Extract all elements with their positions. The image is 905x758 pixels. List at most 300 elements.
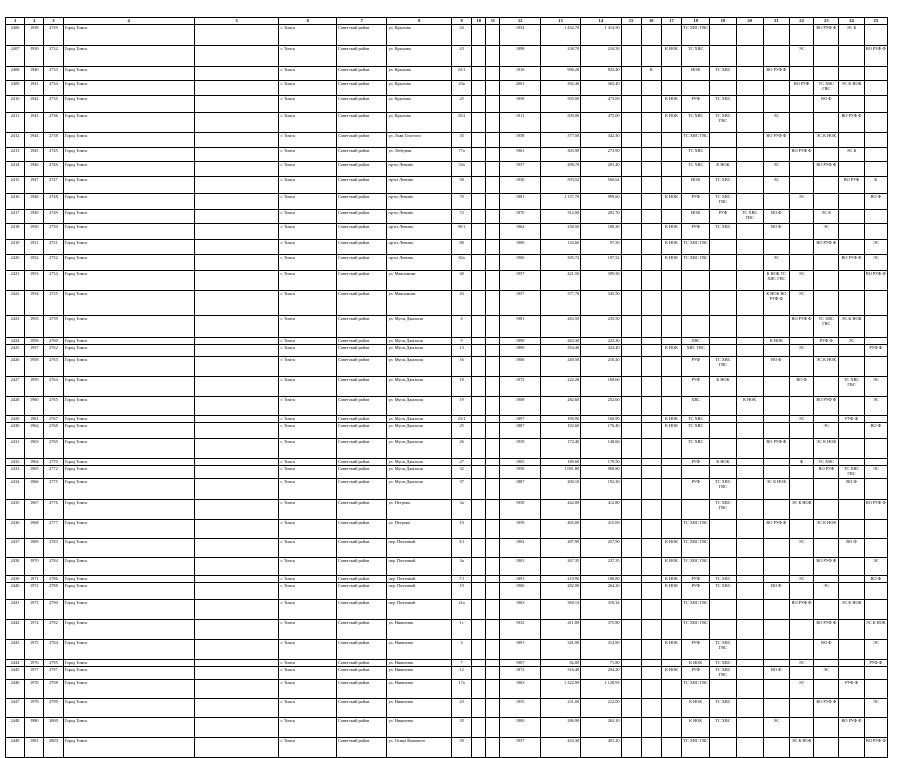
cell-living-area: 210,50: [581, 46, 621, 67]
cell-col-16: [641, 81, 661, 96]
cell-living-area: 179,50: [581, 459, 621, 466]
cell-works-col-19: [710, 439, 736, 459]
cell-col-16: [641, 96, 661, 113]
cell-works-col-17: [661, 520, 681, 539]
cell-house-number: 82а: [452, 255, 472, 271]
cell-municipality: Город Томск: [63, 67, 194, 81]
cell-works-col-21: [763, 316, 789, 338]
cell-works-col-21: К НОК ТС ХВС ГВС: [763, 271, 789, 291]
cell-works-col-20: [736, 255, 763, 271]
cell-municipality: Город Томск: [63, 520, 194, 539]
cell-works-col-18: ХВС: [682, 397, 710, 416]
cell-col-11: [486, 539, 500, 558]
cell-works-col-18: [682, 81, 710, 96]
cell-row-number: 2435: [6, 500, 25, 520]
cell-works-col-20: [736, 316, 763, 338]
cell-col-11: [486, 162, 500, 177]
cell-locality: г. Томск: [279, 113, 337, 133]
cell-col-16: [641, 377, 661, 397]
cell-col-10: [472, 738, 486, 758]
cell-house-number: 40: [452, 271, 472, 291]
cell-col-16: [641, 224, 661, 240]
cell-works-col-24: [839, 738, 864, 758]
cell-row-number: 2413: [6, 148, 25, 162]
cell-record-number: 1956: [25, 338, 44, 345]
cell-municipality: Город Томск: [63, 466, 194, 479]
cell-street: ул. Петрова: [387, 520, 452, 539]
cell-works-col-19: [710, 316, 736, 338]
cell-col-15: [621, 479, 641, 500]
cell-total-area: 312,00: [540, 210, 580, 224]
cell-works-col-21: ЭС: [763, 718, 789, 738]
cell-works-col-24: [839, 133, 864, 148]
table-row: [6, 177, 888, 194]
cell-col-15: [621, 738, 641, 758]
cell-works-col-18: ТС ХВС ГВС: [682, 620, 710, 640]
cell-col-16: [641, 357, 661, 377]
cell-row-number: 2417: [6, 210, 25, 224]
cell-col-10: [472, 699, 486, 718]
cell-works-col-25: [864, 520, 887, 539]
cell-living-area: 252,60: [581, 397, 621, 416]
cell-col-16: [641, 660, 661, 667]
cell-works-col-19: [710, 133, 736, 148]
cell-col-11: [486, 357, 500, 377]
cell-col-10: [472, 113, 486, 133]
cell-living-area: 235,50: [581, 316, 621, 338]
cell-col-10: [472, 416, 486, 423]
cell-municipality: Город Томск: [63, 667, 194, 680]
cell-house-number: 23: [452, 699, 472, 718]
column-number: 19: [710, 18, 736, 25]
cell-house-number: 90/1: [452, 224, 472, 240]
cell-works-col-23: ЭС К НОК: [814, 133, 839, 148]
column-number: 16: [641, 18, 661, 25]
cell-col-15: [621, 539, 641, 558]
cell-object-id: 2783: [44, 539, 63, 558]
cell-total-area: 286,90: [540, 718, 580, 738]
cell-works-col-19: [710, 520, 736, 539]
cell-house-number: 6: [452, 316, 472, 338]
cell-total-area: 906,20: [540, 67, 580, 81]
cell-build-year: 1905: [500, 459, 540, 466]
cell-works-col-20: [736, 357, 763, 377]
cell-col-15: [621, 81, 641, 96]
column-number: 9: [452, 18, 472, 25]
cell-house-number: 7: [452, 660, 472, 667]
cell-works-col-21: [763, 423, 789, 439]
cell-locality: г. Томск: [279, 67, 337, 81]
cell-works-col-23: ВО Ф: [814, 96, 839, 113]
cell-works-col-21: [763, 416, 789, 423]
cell-col-10: [472, 583, 486, 600]
cell-locality: г. Томск: [279, 194, 337, 210]
cell-works-col-24: [839, 699, 864, 718]
cell-total-area: 263,30: [540, 338, 580, 345]
cell-works-col-24: [839, 96, 864, 113]
cell-record-number: 1961: [25, 416, 44, 423]
cell-municipality: Город Томск: [63, 500, 194, 520]
cell-living-area: 415,00: [581, 520, 621, 539]
cell-col-10: [472, 133, 486, 148]
cell-col-16: [641, 699, 661, 718]
cell-col-10: [472, 291, 486, 316]
cell-works-col-17: [661, 177, 681, 194]
cell-col-11: [486, 397, 500, 416]
cell-object-id: 2749: [44, 210, 63, 224]
cell-house-number: 25: [452, 423, 472, 439]
cell-house-number: 3/1: [452, 539, 472, 558]
cell-works-col-20: [736, 539, 763, 558]
cell-settlement-detail: [194, 148, 279, 162]
cell-works-col-24: ТС ХВС ГВС: [839, 377, 864, 397]
cell-works-col-17: [661, 338, 681, 345]
cell-works-col-17: [661, 133, 681, 148]
table-row: [6, 397, 888, 416]
cell-house-number: 23/1: [452, 67, 472, 81]
cell-locality: г. Томск: [279, 148, 337, 162]
cell-col-15: [621, 439, 641, 459]
cell-works-col-23: ТС ХВС ГВС: [814, 81, 839, 96]
cell-row-number: 2423: [6, 316, 25, 338]
cell-street: ул. Никитина: [387, 699, 452, 718]
cell-street: ул. Крылова: [387, 25, 452, 46]
cell-col-10: [472, 271, 486, 291]
cell-locality: г. Томск: [279, 377, 337, 397]
cell-district: Советский район: [336, 81, 386, 96]
cell-col-16: [641, 520, 661, 539]
cell-district: Советский район: [336, 576, 386, 583]
cell-locality: г. Томск: [279, 240, 337, 255]
cell-works-col-20: ТС ХВС ГВС: [736, 210, 763, 224]
cell-street: пр-кт Ленина: [387, 240, 452, 255]
cell-municipality: Город Томск: [63, 162, 194, 177]
cell-house-number: 3а: [452, 558, 472, 576]
cell-locality: г. Томск: [279, 667, 337, 680]
cell-works-col-23: ЭС: [814, 667, 839, 680]
cell-works-col-18: К НОК: [682, 718, 710, 738]
cell-works-col-20: [736, 718, 763, 738]
cell-record-number: 1978: [25, 680, 44, 699]
cell-col-11: [486, 439, 500, 459]
cell-works-col-17: [661, 738, 681, 758]
cell-build-year: 1957: [500, 738, 540, 758]
cell-works-col-23: ЭС К: [814, 210, 839, 224]
cell-works-col-22: ЭС: [789, 345, 813, 357]
table-row: [6, 46, 888, 67]
cell-works-col-20: [736, 667, 763, 680]
cell-total-area: 392,40: [540, 81, 580, 96]
cell-works-col-23: ВО РУФ Ф: [814, 240, 839, 255]
cell-works-col-22: [789, 718, 813, 738]
cell-works-col-20: [736, 520, 763, 539]
cell-col-10: [472, 660, 486, 667]
cell-works-col-21: [763, 240, 789, 255]
cell-settlement-detail: [194, 377, 279, 397]
cell-street: ул. Крылова: [387, 81, 452, 96]
cell-works-col-24: [839, 291, 864, 316]
cell-works-col-25: [864, 162, 887, 177]
cell-col-15: [621, 240, 641, 255]
cell-works-col-20: [736, 466, 763, 479]
cell-col-11: [486, 660, 500, 667]
cell-works-col-24: ЭС К НОК: [839, 81, 864, 96]
cell-object-id: 2798: [44, 680, 63, 699]
cell-record-number: 1976: [25, 660, 44, 667]
table-row: [6, 255, 888, 271]
cell-works-col-23: ЭС: [814, 583, 839, 600]
cell-house-number: 77а: [452, 148, 472, 162]
cell-total-area: 190,90: [540, 416, 580, 423]
cell-row-number: 2438: [6, 558, 25, 576]
cell-house-number: 27: [452, 459, 472, 466]
cell-works-col-18: РУФ: [682, 224, 710, 240]
cell-row-number: 2429: [6, 416, 25, 423]
cell-build-year: 1902: [500, 539, 540, 558]
cell-record-number: 1947: [25, 177, 44, 194]
cell-works-col-23: [814, 479, 839, 500]
cell-works-col-24: [839, 397, 864, 416]
cell-municipality: Город Томск: [63, 46, 194, 67]
cell-works-col-25: [864, 338, 887, 345]
cell-district: Советский район: [336, 224, 386, 240]
cell-settlement-detail: [194, 397, 279, 416]
cell-col-10: [472, 397, 486, 416]
cell-row-number: 2424: [6, 338, 25, 345]
cell-col-16: [641, 667, 661, 680]
cell-works-col-22: [789, 640, 813, 660]
cell-works-col-17: [661, 357, 681, 377]
cell-works-col-17: [661, 67, 681, 81]
cell-street: ул. Никитина: [387, 718, 452, 738]
cell-house-number: 26: [452, 439, 472, 459]
cell-works-col-23: [814, 539, 839, 558]
cell-works-col-18: ТС ХВС ГВС: [682, 738, 710, 758]
cell-total-area: 442,80: [540, 500, 580, 520]
cell-works-col-21: [763, 377, 789, 397]
cell-works-col-25: [864, 718, 887, 738]
cell-works-col-19: [710, 738, 736, 758]
cell-living-area: 192,30: [581, 479, 621, 500]
cell-col-11: [486, 416, 500, 423]
cell-works-col-23: [814, 600, 839, 620]
cell-build-year: 1930: [500, 177, 540, 194]
cell-col-16: [641, 291, 661, 316]
cell-works-col-21: [763, 148, 789, 162]
cell-works-col-25: [864, 25, 887, 46]
column-number: 4: [63, 18, 194, 25]
cell-col-15: [621, 162, 641, 177]
cell-col-10: [472, 240, 486, 255]
table-row: [6, 148, 888, 162]
cell-object-id: 2799: [44, 699, 63, 718]
cell-col-11: [486, 640, 500, 660]
cell-locality: г. Томск: [279, 576, 337, 583]
cell-works-col-21: [763, 459, 789, 466]
cell-municipality: Город Томск: [63, 271, 194, 291]
cell-works-col-22: [789, 177, 813, 194]
cell-works-col-19: [710, 558, 736, 576]
cell-municipality: Город Томск: [63, 148, 194, 162]
cell-works-col-25: ВО Ф: [864, 423, 887, 439]
cell-build-year: 1890: [500, 345, 540, 357]
cell-settlement-detail: [194, 718, 279, 738]
cell-street: ул. Мусы Джалиля: [387, 316, 452, 338]
cell-works-col-19: [710, 148, 736, 162]
cell-municipality: Город Томск: [63, 113, 194, 133]
cell-works-col-20: [736, 558, 763, 576]
cell-col-10: [472, 25, 486, 46]
cell-works-col-17: К НОК: [661, 46, 681, 67]
cell-row-number: 2427: [6, 377, 25, 397]
cell-works-col-24: [839, 500, 864, 520]
column-number: 21: [763, 18, 789, 25]
column-number: 5: [194, 18, 279, 25]
cell-build-year: 1907: [500, 660, 540, 667]
cell-col-16: [641, 459, 661, 466]
cell-works-col-23: ВО РУФ: [814, 466, 839, 479]
cell-settlement-detail: [194, 416, 279, 423]
cell-works-col-18: РУФ: [682, 459, 710, 466]
cell-col-11: [486, 291, 500, 316]
cell-works-col-19: ТС ХВС ГВС: [710, 194, 736, 210]
cell-works-col-25: К: [864, 177, 887, 194]
cell-works-col-19: ТС ХВС: [710, 67, 736, 81]
cell-works-col-23: ВО Ф: [814, 640, 839, 660]
cell-works-col-21: [763, 345, 789, 357]
cell-works-col-18: ТС ХВС ГВС: [682, 520, 710, 539]
cell-total-area: 189,60: [540, 459, 580, 466]
table-row: [6, 162, 888, 177]
cell-works-col-24: [839, 576, 864, 583]
cell-works-col-22: ЭС: [789, 576, 813, 583]
cell-district: Советский район: [336, 520, 386, 539]
cell-works-col-19: ТС ХВС: [710, 224, 736, 240]
cell-street: ул. Никитина: [387, 660, 452, 667]
cell-street: пер. Почтовый: [387, 600, 452, 620]
cell-col-16: [641, 162, 661, 177]
cell-col-10: [472, 576, 486, 583]
cell-object-id: 2746: [44, 162, 63, 177]
cell-works-col-18: К НОК: [682, 660, 710, 667]
cell-record-number: 1970: [25, 558, 44, 576]
cell-col-16: [641, 345, 661, 357]
cell-settlement-detail: [194, 439, 279, 459]
cell-works-col-22: [789, 466, 813, 479]
cell-col-10: [472, 539, 486, 558]
cell-works-col-25: ВО РУФ Ф: [864, 46, 887, 67]
cell-build-year: 1939: [500, 439, 540, 459]
cell-living-area: 362,40: [581, 81, 621, 96]
cell-district: Советский район: [336, 583, 386, 600]
cell-settlement-detail: [194, 162, 279, 177]
cell-works-col-25: [864, 316, 887, 338]
cell-settlement-detail: [194, 576, 279, 583]
cell-build-year: 1898: [500, 46, 540, 67]
table-row: [6, 479, 888, 500]
cell-works-col-17: К НОК: [661, 240, 681, 255]
table-row: [6, 224, 888, 240]
cell-col-10: [472, 500, 486, 520]
cell-col-10: [472, 345, 486, 357]
cell-district: Советский район: [336, 600, 386, 620]
cell-settlement-detail: [194, 271, 279, 291]
column-number: 2: [25, 18, 44, 25]
cell-works-col-20: [736, 416, 763, 423]
cell-settlement-detail: [194, 224, 279, 240]
cell-works-col-20: [736, 271, 763, 291]
cell-works-col-19: [710, 397, 736, 416]
cell-street: ул. Мусы Джалиля: [387, 345, 452, 357]
cell-works-col-17: К НОК: [661, 640, 681, 660]
cell-works-col-21: [763, 81, 789, 96]
cell-works-col-23: [814, 291, 839, 316]
cell-col-15: [621, 96, 641, 113]
cell-col-15: [621, 148, 641, 162]
cell-row-number: 2419: [6, 240, 25, 255]
table-row: [6, 210, 888, 224]
cell-col-15: [621, 338, 641, 345]
cell-build-year: 1959: [500, 520, 540, 539]
cell-row-number: 2439: [6, 576, 25, 583]
cell-works-col-25: [864, 357, 887, 377]
cell-works-col-24: [839, 271, 864, 291]
cell-record-number: 1969: [25, 539, 44, 558]
cell-col-16: [641, 271, 661, 291]
cell-settlement-detail: [194, 539, 279, 558]
cell-street: ул. Максимова: [387, 271, 452, 291]
cell-works-col-21: [763, 600, 789, 620]
cell-total-area: 377,50: [540, 133, 580, 148]
cell-col-15: [621, 576, 641, 583]
cell-living-area: 223,30: [581, 338, 621, 345]
cell-works-col-18: РУФ: [682, 576, 710, 583]
cell-works-col-19: [710, 466, 736, 479]
cell-col-10: [472, 81, 486, 96]
cell-works-col-25: [864, 113, 887, 133]
cell-locality: г. Томск: [279, 738, 337, 758]
cell-col-16: [641, 240, 661, 255]
cell-col-15: [621, 416, 641, 423]
cell-works-col-20: [736, 600, 763, 620]
cell-col-11: [486, 271, 500, 291]
cell-record-number: 1975: [25, 640, 44, 660]
cell-district: Советский район: [336, 558, 386, 576]
cell-build-year: 1962: [500, 224, 540, 240]
cell-works-col-22: ЭС: [789, 539, 813, 558]
cell-house-number: 12: [452, 667, 472, 680]
cell-col-15: [621, 680, 641, 699]
cell-works-col-20: [736, 338, 763, 345]
cell-district: Советский район: [336, 316, 386, 338]
table-row: [6, 660, 888, 667]
cell-district: Советский район: [336, 46, 386, 67]
cell-works-col-19: [710, 423, 736, 439]
cell-works-col-19: ТС ХВС ГВС: [710, 640, 736, 660]
cell-settlement-detail: [194, 338, 279, 345]
cell-settlement-detail: [194, 660, 279, 667]
cell-house-number: 80: [452, 240, 472, 255]
cell-works-col-19: [710, 46, 736, 67]
cell-object-id: 2735: [44, 96, 63, 113]
cell-works-col-17: К НОК: [661, 576, 681, 583]
cell-works-col-22: ЭС: [789, 46, 813, 67]
cell-settlement-detail: [194, 255, 279, 271]
cell-object-id: 2762: [44, 345, 63, 357]
cell-col-10: [472, 718, 486, 738]
cell-district: Советский район: [336, 416, 386, 423]
cell-total-area: 287,90: [540, 539, 580, 558]
